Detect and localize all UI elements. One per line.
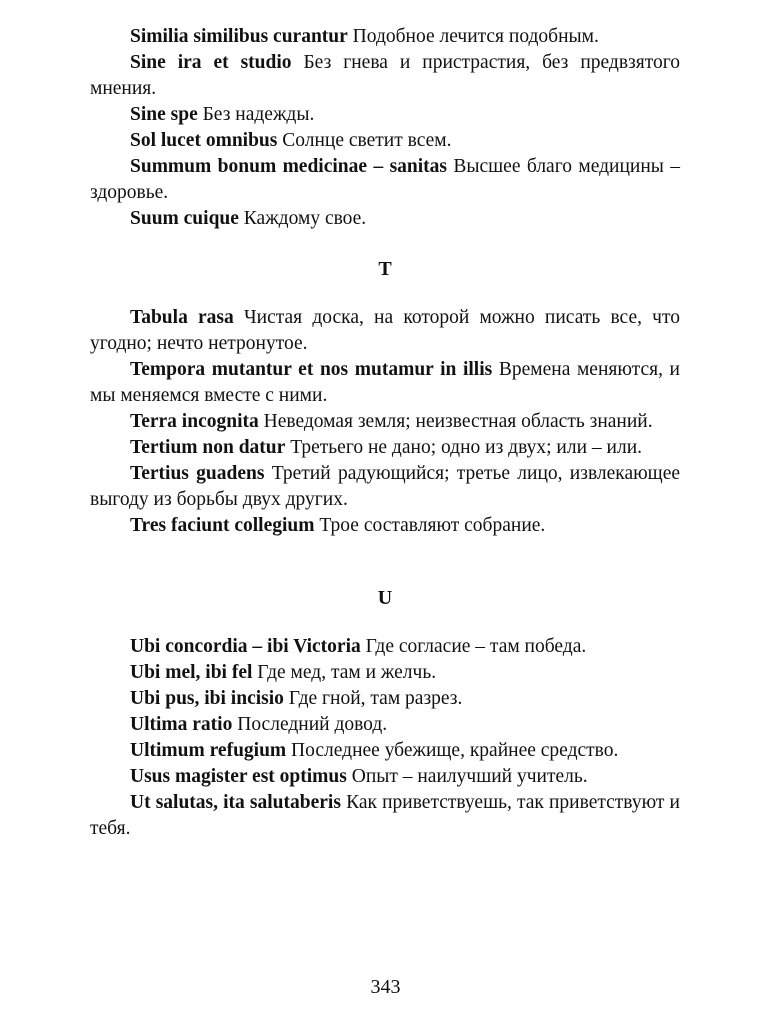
entry-translation: Неведомая земля; неизвестная область знаний. — [258, 411, 653, 432]
entry-translation: Где согласие – там победа. — [360, 636, 587, 657]
entry-translation: Как приветствуешь, так приветствуют и тебя. — [90, 792, 680, 839]
dictionary-entry — [90, 305, 680, 357]
entry-term: Tertius guadens — [130, 463, 265, 484]
letter-heading-u: U — [377, 587, 393, 609]
dictionary-entry — [90, 50, 680, 102]
entry-translation: Опыт – наилучший учитель. — [346, 766, 588, 787]
entry-translation: Высшее благо медицины – здоровье. — [90, 156, 680, 203]
dictionary-entry — [90, 461, 680, 513]
entry-translation: Последнее убежище, крайнее средство. — [286, 740, 619, 761]
dictionary-entry — [90, 24, 680, 50]
entry-translation: Без надежды. — [197, 104, 315, 125]
entry-translation: Каждому свое. — [238, 208, 367, 229]
dictionary-entry — [90, 128, 680, 154]
page-number: 343 — [370, 976, 401, 998]
entry-translation: Солнце светит всем. — [277, 130, 452, 151]
entry-term: Ultimum refugium — [130, 740, 287, 761]
entry-translation: Где гной, там разрез. — [283, 688, 463, 709]
entry-term: Terra incognita — [130, 411, 259, 432]
entry-term: Ultima ratio — [130, 714, 233, 735]
dictionary-entry — [90, 712, 680, 738]
entry-translation: Без гнева и пристрастия, без предвзятого мнения. — [90, 52, 680, 99]
entry-term: Tertium non datur — [130, 437, 286, 458]
entry-translation: Чистая доска, на которой можно писать все, что угодно; нечто нетронутое. — [90, 307, 680, 354]
entry-translation: Времена меняются, и мы меняемся вместе с ними. — [90, 359, 680, 406]
entry-translation: Третий радующийся; третье лицо, извлекающее выгоду из борьбы двух других. — [90, 463, 681, 510]
entry-term: Usus magister est optimus — [130, 766, 347, 787]
section-s-entries — [90, 24, 680, 232]
dictionary-entry — [90, 660, 680, 686]
dictionary-entry — [90, 634, 680, 660]
entry-translation: Последний довод. — [232, 714, 388, 735]
dictionary-entry — [90, 738, 680, 764]
dictionary-entry — [90, 357, 680, 409]
dictionary-entry — [90, 154, 680, 206]
entry-term: Tempora mutantur et nos mutamur in illis — [130, 359, 493, 380]
entry-term: Tabula rasa — [130, 307, 234, 328]
dictionary-entry — [90, 102, 680, 128]
entry-term: Summum bonum medicinae – sanitas — [130, 156, 448, 177]
entry-term: Ubi pus, ibi incisio — [130, 688, 284, 709]
entry-term: Sol lucet omnibus — [130, 130, 278, 151]
dictionary-entry — [90, 409, 680, 435]
entry-term: Similia similibus curantur — [130, 26, 348, 47]
entry-translation: Третьего не дано; одно из двух; или – или. — [285, 437, 643, 458]
entry-translation: Трое составляют собрание. — [314, 515, 546, 536]
entry-translation: Где мед, там и желчь. — [252, 662, 437, 683]
entry-term: Tres faciunt collegium — [130, 515, 315, 536]
dictionary-entry — [90, 435, 680, 461]
entry-term: Ut salutas, ita salutaberis — [130, 792, 341, 813]
entry-translation: Подобное лечится подобным. — [347, 26, 599, 47]
section-t-entries — [90, 305, 680, 539]
entry-term: Sine spe — [130, 104, 198, 125]
dictionary-entry — [90, 206, 680, 232]
dictionary-entry — [90, 764, 680, 790]
section-u-entries — [90, 634, 680, 842]
entry-term: Sine ira et studio — [130, 52, 292, 73]
entry-term: Ubi concordia – ibi Victoria — [130, 636, 361, 657]
dictionary-entry — [90, 790, 680, 842]
letter-heading-t: T — [378, 258, 392, 280]
entry-term: Suum cuique — [130, 208, 239, 229]
entry-term: Ubi mel, ibi fel — [130, 662, 253, 683]
dictionary-entry — [90, 513, 680, 539]
dictionary-entry — [90, 686, 680, 712]
